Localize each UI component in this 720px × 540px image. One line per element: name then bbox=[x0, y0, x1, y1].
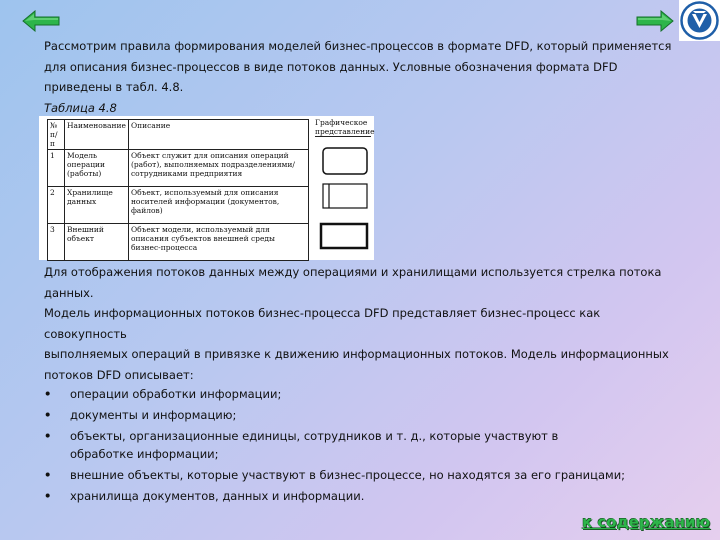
dfd-notation-table bbox=[39, 116, 374, 260]
body-text bbox=[44, 262, 684, 508]
external-object-symbol bbox=[321, 224, 367, 248]
university-logo-icon bbox=[679, 0, 720, 41]
body-line: данных. bbox=[44, 285, 94, 300]
row-desc: Объект модели, используемый для описания субъектов внешней среды бизнес-процесса bbox=[128, 224, 308, 261]
notation-symbols bbox=[315, 140, 373, 260]
data-store-symbol bbox=[323, 184, 367, 208]
list-item-text: операции обработки информации; bbox=[70, 387, 282, 401]
body-line: Модель информационных потоков бизнес-процесса DFD представляет бизнес-процесс как совокупность bbox=[44, 306, 601, 341]
table-header-row bbox=[48, 120, 309, 150]
list-item-text: хранилища документов, данных и информации. bbox=[70, 489, 365, 503]
header-name: Наименование bbox=[65, 120, 129, 150]
header-num: № п/п bbox=[48, 120, 65, 150]
row-num: 2 bbox=[48, 187, 65, 224]
table-row bbox=[48, 187, 309, 224]
intro-text bbox=[44, 36, 674, 118]
notation-table bbox=[47, 119, 309, 261]
row-name: Модель операции (работы) bbox=[65, 150, 129, 187]
body-line: выполняемых операций в привязке к движению информационных потоков. Модель информационных bbox=[44, 347, 669, 361]
table-of-contents-link[interactable]: к содержанию bbox=[582, 513, 711, 531]
operation-symbol bbox=[323, 148, 367, 174]
intro-line: приведены в табл. 4.8. bbox=[44, 80, 184, 94]
header-desc: Описание bbox=[128, 120, 308, 150]
list-item-text: внешние объекты, которые участвуют в бизнес-процессе, но находятся за его границами; bbox=[70, 468, 626, 482]
table-row bbox=[48, 150, 309, 187]
row-desc: Объект служит для описания операций (работ), выполняемых подразделениями/ сотрудниками предприятия bbox=[128, 150, 308, 187]
header-graphic: Графическое представление bbox=[315, 118, 375, 136]
list-item-text: объекты, организационные единицы, сотрудников и т. д., которые участвуют в обработке информации; bbox=[70, 429, 559, 461]
row-name: Хранилище данных bbox=[65, 187, 129, 224]
bullet-icon: • bbox=[44, 408, 52, 422]
list-item-text: документы и информацию; bbox=[70, 408, 237, 422]
bullet-list bbox=[44, 385, 684, 505]
bullet-icon: • bbox=[44, 489, 52, 503]
row-num: 3 bbox=[48, 224, 65, 261]
forward-arrow-icon[interactable] bbox=[636, 10, 674, 32]
body-line: Для отображения потоков данных между операциями и хранилищами используется стрелка потока bbox=[44, 265, 662, 279]
row-desc: Объект, используемый для описания носителей информации (документов, файлов) bbox=[128, 187, 308, 224]
bullet-icon: • bbox=[44, 468, 52, 482]
intro-line: Рассмотрим правила формирования моделей бизнес-процессов в формате DFD, который применяется bbox=[44, 39, 672, 53]
body-line: потоков DFD описывает: bbox=[44, 367, 194, 382]
intro-line: для описания бизнес-процессов в виде потоков данных. Условные обозначения формата DFD bbox=[44, 59, 618, 74]
list-item bbox=[44, 406, 684, 424]
list-item bbox=[44, 487, 684, 505]
list-item bbox=[44, 427, 684, 463]
bullet-icon: • bbox=[44, 429, 52, 443]
bullet-icon: • bbox=[44, 387, 52, 401]
list-item bbox=[44, 466, 684, 484]
row-num: 1 bbox=[48, 150, 65, 187]
back-arrow-icon[interactable] bbox=[22, 10, 60, 32]
table-caption: Таблица 4.8 bbox=[44, 100, 117, 115]
table-row bbox=[48, 224, 309, 261]
row-name: Внешний объект bbox=[65, 224, 129, 261]
list-item bbox=[44, 385, 684, 403]
